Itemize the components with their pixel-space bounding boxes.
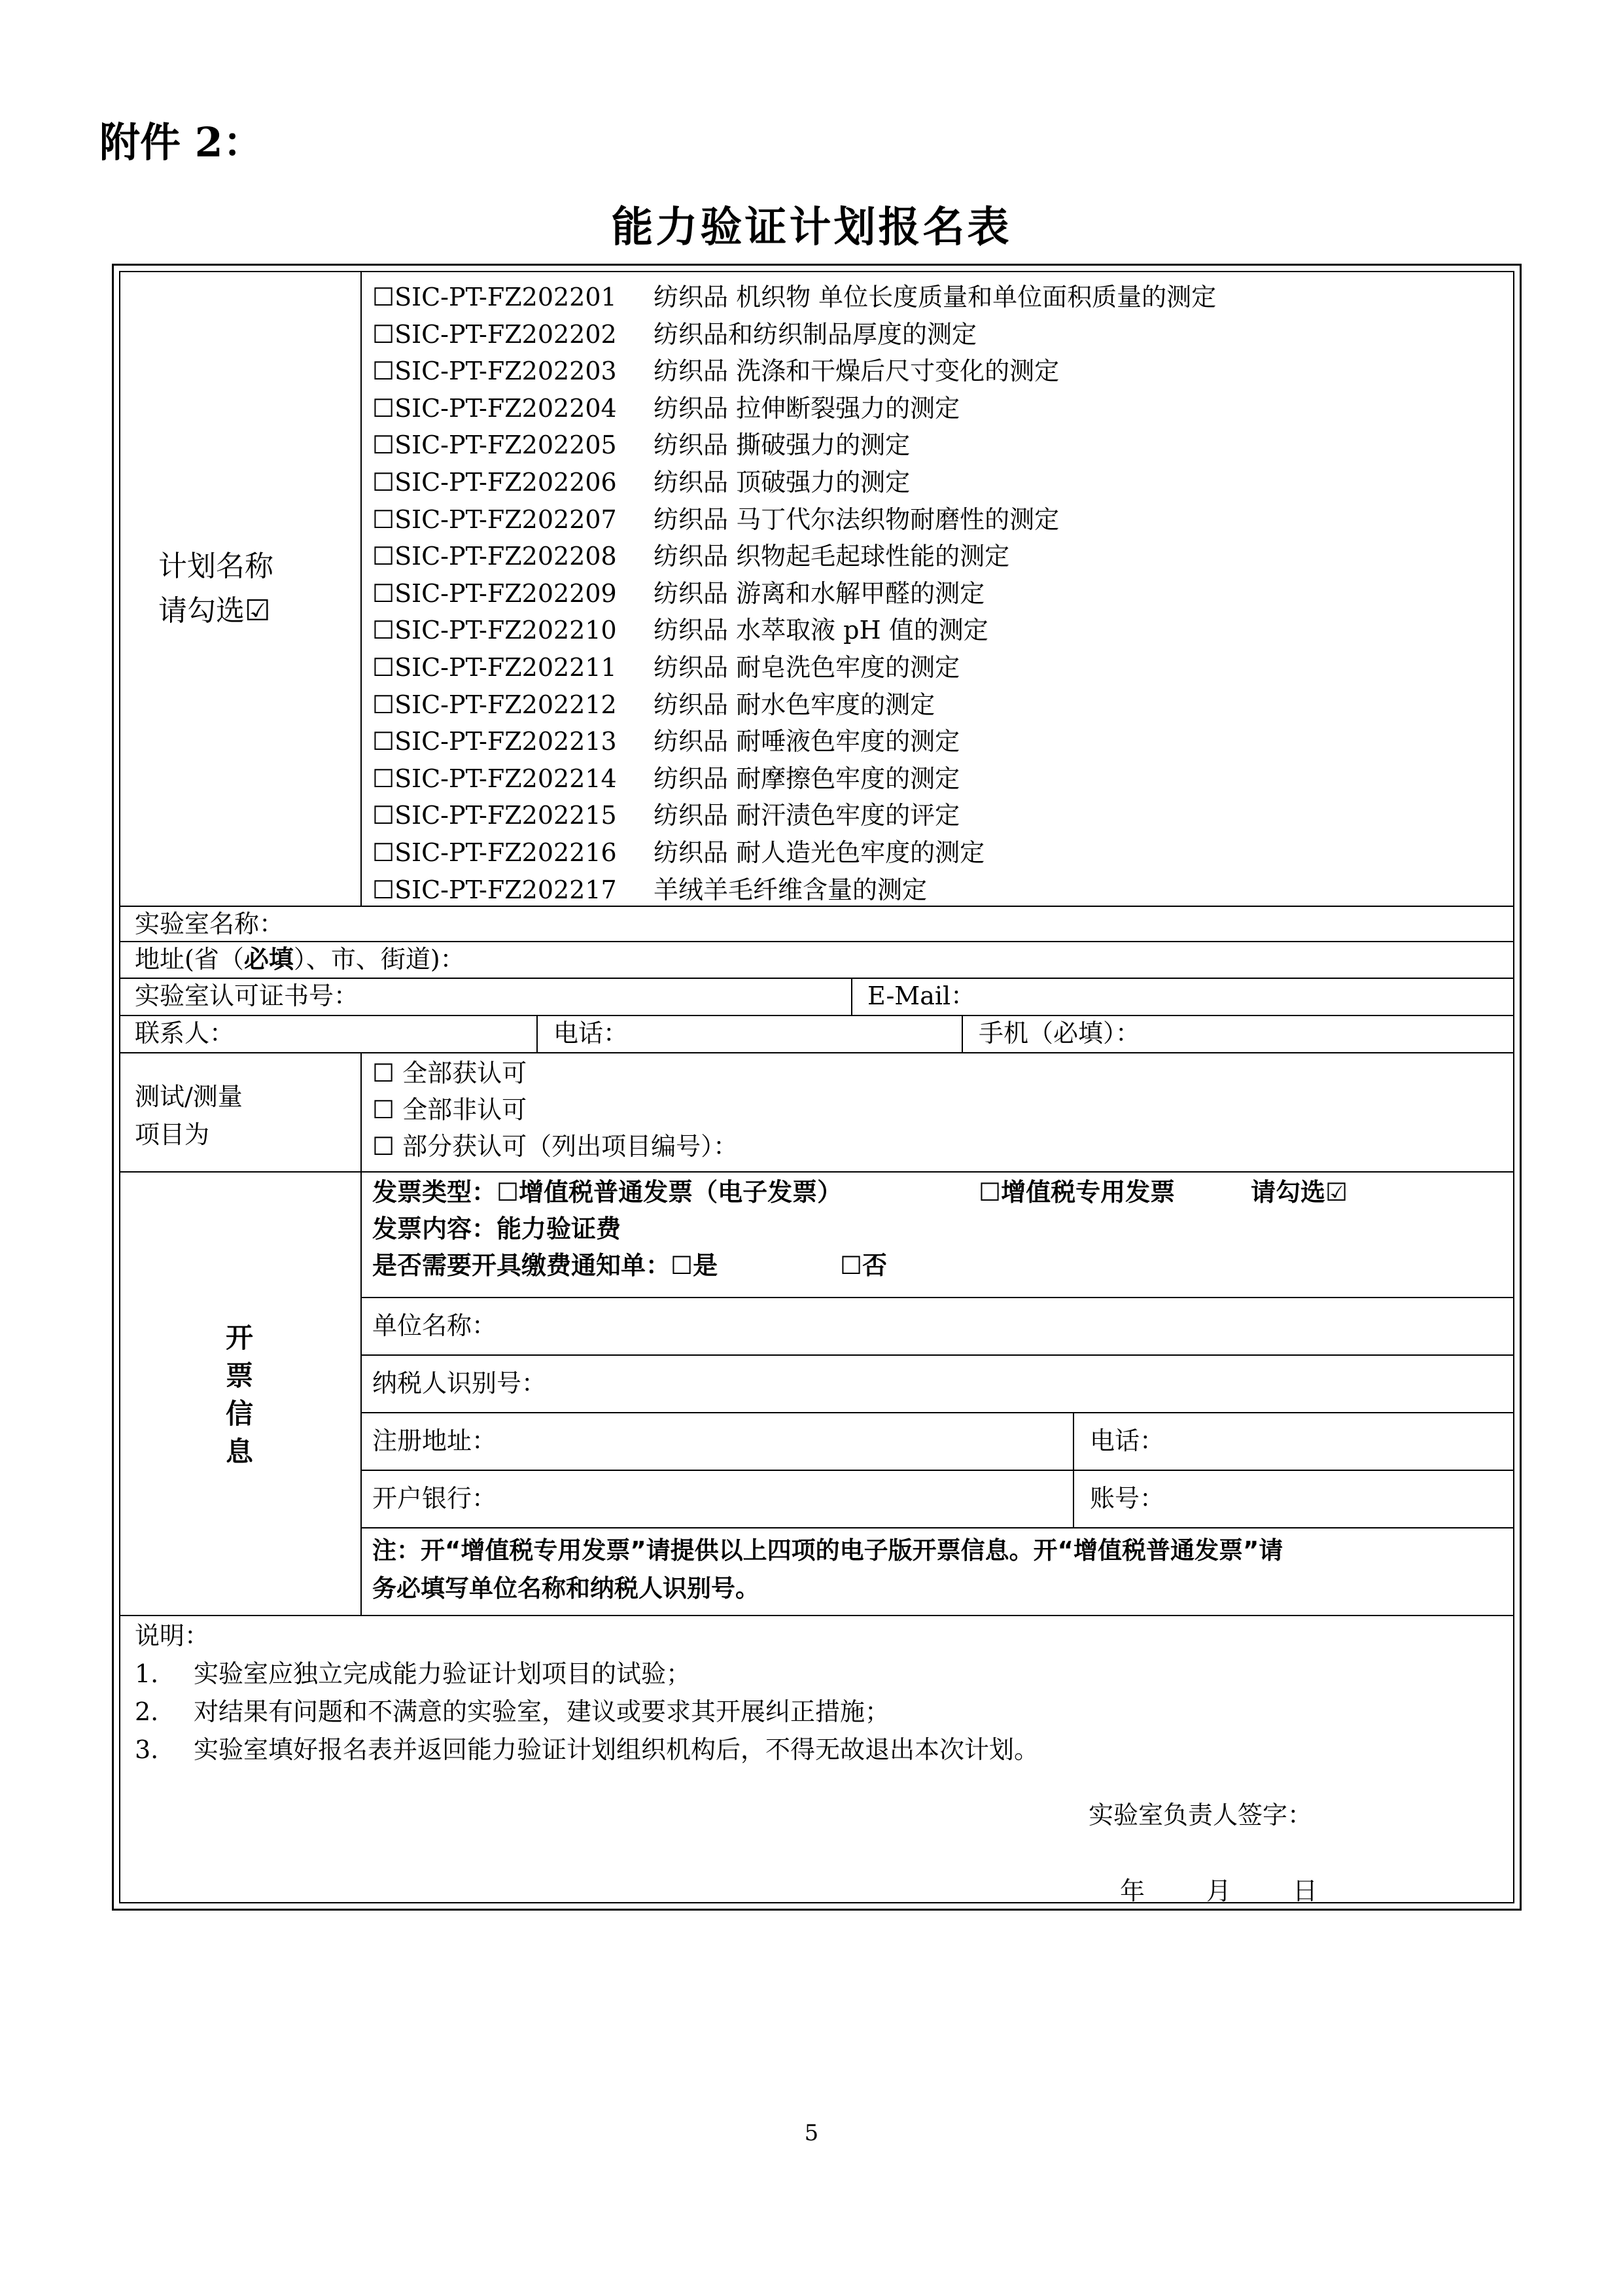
plan-item[interactable] [372,760,960,797]
plan-item-code: ☐SIC-PT-FZ202214 [372,764,617,793]
mobile-label: 手机（必填）： [979,1019,1141,1048]
plan-item-code: ☐SIC-PT-FZ202210 [372,616,617,645]
plan-item-code: ☐SIC-PT-FZ202201 [372,283,617,311]
remark-text: 对结果有问题和不满意的实验室，建议或要求其开展纠正措施； [194,1697,890,1726]
plan-item-code: ☐SIC-PT-FZ202204 [372,393,617,423]
test-label-line2: 项目为 [135,1120,210,1149]
plan-item-name: 纺织品 洗涤和干燥后尺寸变化的测定 [654,357,1060,386]
plan-item[interactable] [372,353,1059,389]
row-divider [120,1015,1513,1016]
plan-item[interactable] [372,834,985,871]
registration-form [112,264,1522,1911]
plan-item-code: ☐SIC-PT-FZ202213 [372,727,617,756]
invoice-divider [360,1527,1513,1528]
cert-email-divider [851,978,852,1015]
plan-item[interactable] [372,612,988,648]
plan-item-name: 纺织品 耐皂洗色牢度的测定 [654,653,960,682]
tax-id-label: 纳税人识别号： [372,1369,547,1398]
reg-phone-label: 电话： [1090,1426,1165,1455]
plan-item-name: 纺织品 顶破强力的测定 [654,468,911,497]
plan-item-name: 羊绒羊毛纤维含量的测定 [654,875,928,904]
plan-item-name: 纺织品 织物起毛起球性能的测定 [654,542,1010,571]
plan-label-line2: 请勾选☑ [158,594,271,627]
form-title: 能力验证计划报名表 [611,203,1012,252]
phone-mobile-divider [962,1015,963,1052]
plan-item-code: ☐SIC-PT-FZ202217 [372,875,617,904]
label-column-divider [360,272,362,906]
reg-address-label: 注册地址： [372,1426,497,1455]
plan-item[interactable] [372,279,1216,315]
bank-label: 开户银行： [372,1484,497,1513]
invoice-label-char: 开 [225,1322,253,1354]
plan-item-name: 纺织品 耐唾液色牢度的测定 [654,727,960,756]
row-divider [120,1615,1513,1616]
account-label: 账号： [1090,1484,1165,1513]
plan-item-code: ☐SIC-PT-FZ202205 [372,431,617,460]
plan-item-name: 纺织品 耐摩擦色牢度的测定 [654,764,960,793]
plan-item[interactable] [372,872,927,908]
plan-item-name: 纺织品 耐汗渍色牢度的评定 [654,801,960,830]
remark-text: 实验室填好报名表并返回能力验证计划组织机构后，不得无故退出本次计划。 [194,1735,1039,1764]
signature-label: 实验室负责人签字： [1089,1801,1313,1829]
plan-item-name: 纺织品 游离和水解甲醛的测定 [654,578,985,608]
lab-email-label: E-Mail： [867,981,976,1010]
contact-label: 联系人： [135,1019,235,1048]
plan-item[interactable] [372,575,985,612]
plan-item-name: 纺织品 拉伸断裂强力的测定 [654,393,960,423]
phone-label: 电话： [553,1019,629,1048]
plan-item-name: 纺织品 耐水色牢度的测定 [654,690,935,719]
remark-num: 2. [135,1697,159,1726]
plan-item-name: 纺织品 耐人造光色牢度的测定 [654,838,985,867]
plan-item[interactable] [372,501,1059,538]
test-option-all-accredited[interactable]: ☐ 全部获认可 [372,1059,527,1087]
page-number: 5 [804,2120,819,2146]
plan-item-code: ☐SIC-PT-FZ202212 [372,690,617,719]
invoice-note-line2: 务必填写单位名称和纳税人识别号。 [372,1574,759,1602]
plan-item-code: ☐SIC-PT-FZ202208 [372,542,617,571]
unit-name-label: 单位名称： [372,1311,497,1340]
address-phone-divider [1073,1412,1074,1527]
plan-item[interactable] [372,649,960,686]
lab-cert-label: 实验室认可证书号： [135,981,359,1010]
lab-address-label [135,941,465,978]
remark-num: 1. [135,1659,159,1688]
plan-item[interactable] [372,538,1009,574]
test-option-partial-accredited[interactable]: ☐ 部分获认可（列出项目编号）： [372,1132,739,1161]
plan-item[interactable] [372,390,960,427]
invoice-divider [360,1412,1513,1413]
plan-item-code: ☐SIC-PT-FZ202216 [372,838,617,867]
plan-item-code: ☐SIC-PT-FZ202207 [372,504,617,534]
invoice-label-char: 信 [225,1398,253,1430]
plan-item-name: 纺织品和纺织制品厚度的测定 [654,319,977,349]
remarks-title: 说明： [135,1621,210,1650]
plan-item-name: 纺织品 马丁代尔法织物耐磨性的测定 [654,504,1060,534]
lab-name-label: 实验室名称： [135,910,285,938]
plan-item-code: ☐SIC-PT-FZ202211 [372,653,617,682]
date-day: 日 [1293,1877,1318,1905]
row-divider [120,1171,1513,1173]
invoice-content-line: 发票内容：能力验证费 [372,1214,621,1243]
plan-item-code: ☐SIC-PT-FZ202202 [372,319,617,349]
invoice-divider [360,1297,1513,1298]
plan-item[interactable] [372,316,977,353]
plan-item[interactable] [372,797,960,834]
plan-item-code: ☐SIC-PT-FZ202203 [372,357,617,386]
plan-item[interactable] [372,427,910,463]
plan-item-name: 纺织品 机织物 单位长度质量和单位面积质量的测定 [654,283,1217,311]
plan-item-name: 纺织品 撕破强力的测定 [654,431,911,460]
label-column-divider [360,1052,362,1615]
plan-item[interactable] [372,464,910,501]
contact-phone-divider [536,1015,538,1052]
address-required-mark: 必填 [243,945,294,974]
date-year: 年 [1120,1877,1145,1905]
plan-item-name: 纺织品 水萃取液 pH 值的测定 [654,616,988,645]
payment-notice-no[interactable]: ☐否 [840,1251,888,1280]
invoice-type-hint: 请勾选☑ [1251,1178,1348,1207]
remark-num: 3. [135,1735,159,1764]
plan-item-code: ☐SIC-PT-FZ202215 [372,801,617,830]
test-option-none-accredited[interactable]: ☐ 全部非认可 [372,1095,527,1124]
form-inner-frame [119,271,1514,1903]
payment-notice-line: 是否需要开具缴费通知单：☐是 [372,1251,718,1280]
attachment-label: 附件 2： [99,118,264,166]
test-label-line1: 测试/测量 [135,1082,243,1111]
invoice-label-char: 息 [225,1436,253,1468]
plan-label-line1: 计划名称 [158,550,273,583]
invoice-divider [360,1354,1513,1356]
row-divider [120,1052,1513,1053]
invoice-type-special[interactable]: ☐增值税专用发票 [979,1178,1176,1207]
plan-item-code: ☐SIC-PT-FZ202209 [372,578,617,608]
invoice-label-char: 票 [225,1360,253,1392]
address-label-suffix: ）、市、街道)： [293,945,465,974]
address-label-prefix: 地址(省（ [135,945,244,974]
invoice-note-line1: 注：开“增值税专用发票”请提供以上四项的电子版开票信息。开“增值税普通发票”请 [372,1536,1283,1564]
plan-item[interactable] [372,723,960,760]
remark-text: 实验室应独立完成能力验证计划项目的试验； [194,1659,691,1688]
date-month: 月 [1206,1877,1232,1905]
invoice-divider [360,1470,1513,1471]
invoice-type-line: 发票类型：☐增值税普通发票（电子发票） [372,1178,843,1207]
plan-item-code: ☐SIC-PT-FZ202206 [372,468,617,497]
plan-item[interactable] [372,686,935,723]
